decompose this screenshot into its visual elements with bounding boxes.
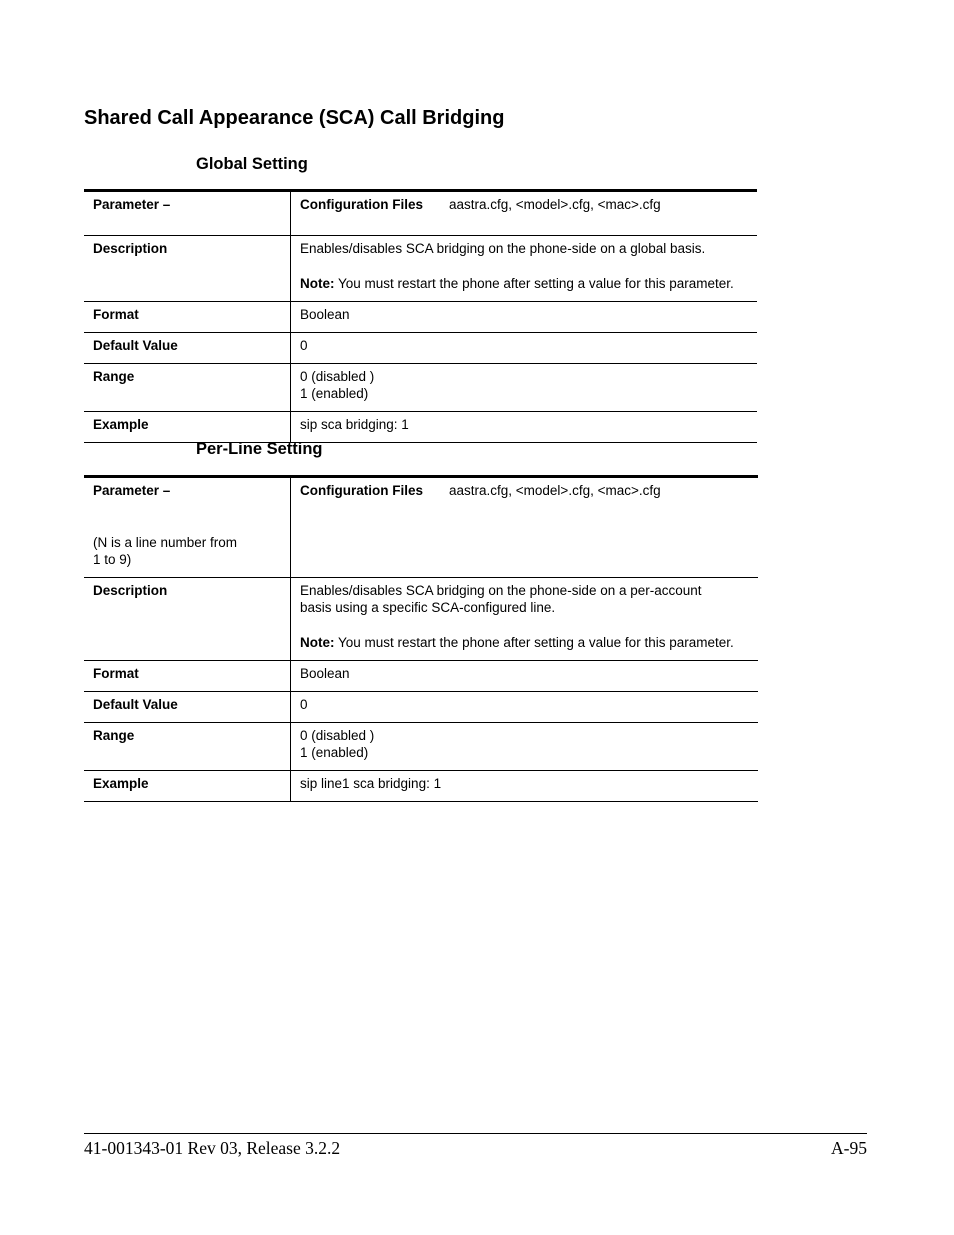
- format-row: [84, 302, 757, 333]
- config-files-label: Configuration Files: [300, 197, 423, 212]
- example-row: [84, 412, 757, 443]
- range-row: [84, 364, 757, 412]
- example-value: sip sca bridging: 1: [291, 412, 758, 443]
- parameter-row: [84, 191, 757, 236]
- config-files-value: aastra.cfg, <model>.cfg, <mac>.cfg: [449, 197, 661, 212]
- example-label: Example: [84, 412, 291, 443]
- footer-page-number: A-95: [831, 1138, 867, 1158]
- range-row: [84, 723, 758, 771]
- parameter-row: [84, 477, 758, 578]
- config-files-label: Configuration Files: [300, 483, 423, 498]
- range-label: Range: [84, 723, 291, 771]
- note-text: Note: You must restart the phone after setting a value for this parameter.: [300, 635, 734, 650]
- description-label: Description: [84, 578, 291, 661]
- format-value: Boolean: [291, 302, 758, 333]
- global-setting-heading: Global Setting: [196, 155, 308, 173]
- per-line-setting-table: [84, 475, 758, 802]
- parameter-label: Parameter – (N is a line number from 1 to 9): [84, 477, 291, 578]
- description-row: [84, 578, 758, 661]
- default-value-label: Default Value: [84, 333, 291, 364]
- note-text: Note: You must restart the phone after setting a value for this parameter.: [300, 276, 734, 291]
- description-row: [84, 236, 757, 302]
- config-files-cell: [291, 191, 758, 236]
- format-value: Boolean: [291, 661, 759, 692]
- range-value: 0 (disabled ) 1 (enabled): [291, 364, 758, 412]
- footer-document-id: 41-001343-01 Rev 03, Release 3.2.2: [84, 1138, 341, 1158]
- format-label: Format: [84, 661, 291, 692]
- config-files-value: aastra.cfg, <model>.cfg, <mac>.cfg: [449, 483, 661, 498]
- default-value-label: Default Value: [84, 692, 291, 723]
- default-value: 0: [291, 333, 758, 364]
- config-files-cell: [291, 477, 759, 578]
- line-number-note: (N is a line number from 1 to 9): [93, 535, 238, 567]
- example-value: sip line1 sca bridging: 1: [291, 771, 759, 802]
- description-cell: [291, 236, 758, 302]
- global-setting-table: [84, 189, 757, 443]
- description-label: Description: [84, 236, 291, 302]
- default-value: 0: [291, 692, 759, 723]
- format-label: Format: [84, 302, 291, 333]
- description-text: Enables/disables SCA bridging on the phone-side on a global basis.: [300, 241, 706, 256]
- footer-divider: [84, 1133, 867, 1134]
- range-value: 0 (disabled ) 1 (enabled): [291, 723, 759, 771]
- description-text: Enables/disables SCA bridging on the phone-side on a per-account basis using a specific SCA-configured line.: [300, 583, 702, 615]
- per-line-setting-heading: Per-Line Setting: [196, 440, 323, 458]
- example-row: [84, 771, 758, 802]
- example-label: Example: [84, 771, 291, 802]
- parameter-label: Parameter –: [84, 191, 291, 236]
- range-label: Range: [84, 364, 291, 412]
- page-title: Shared Call Appearance (SCA) Call Bridging: [84, 107, 505, 129]
- default-value-row: [84, 333, 757, 364]
- description-cell: [291, 578, 759, 661]
- format-row: [84, 661, 758, 692]
- default-value-row: [84, 692, 758, 723]
